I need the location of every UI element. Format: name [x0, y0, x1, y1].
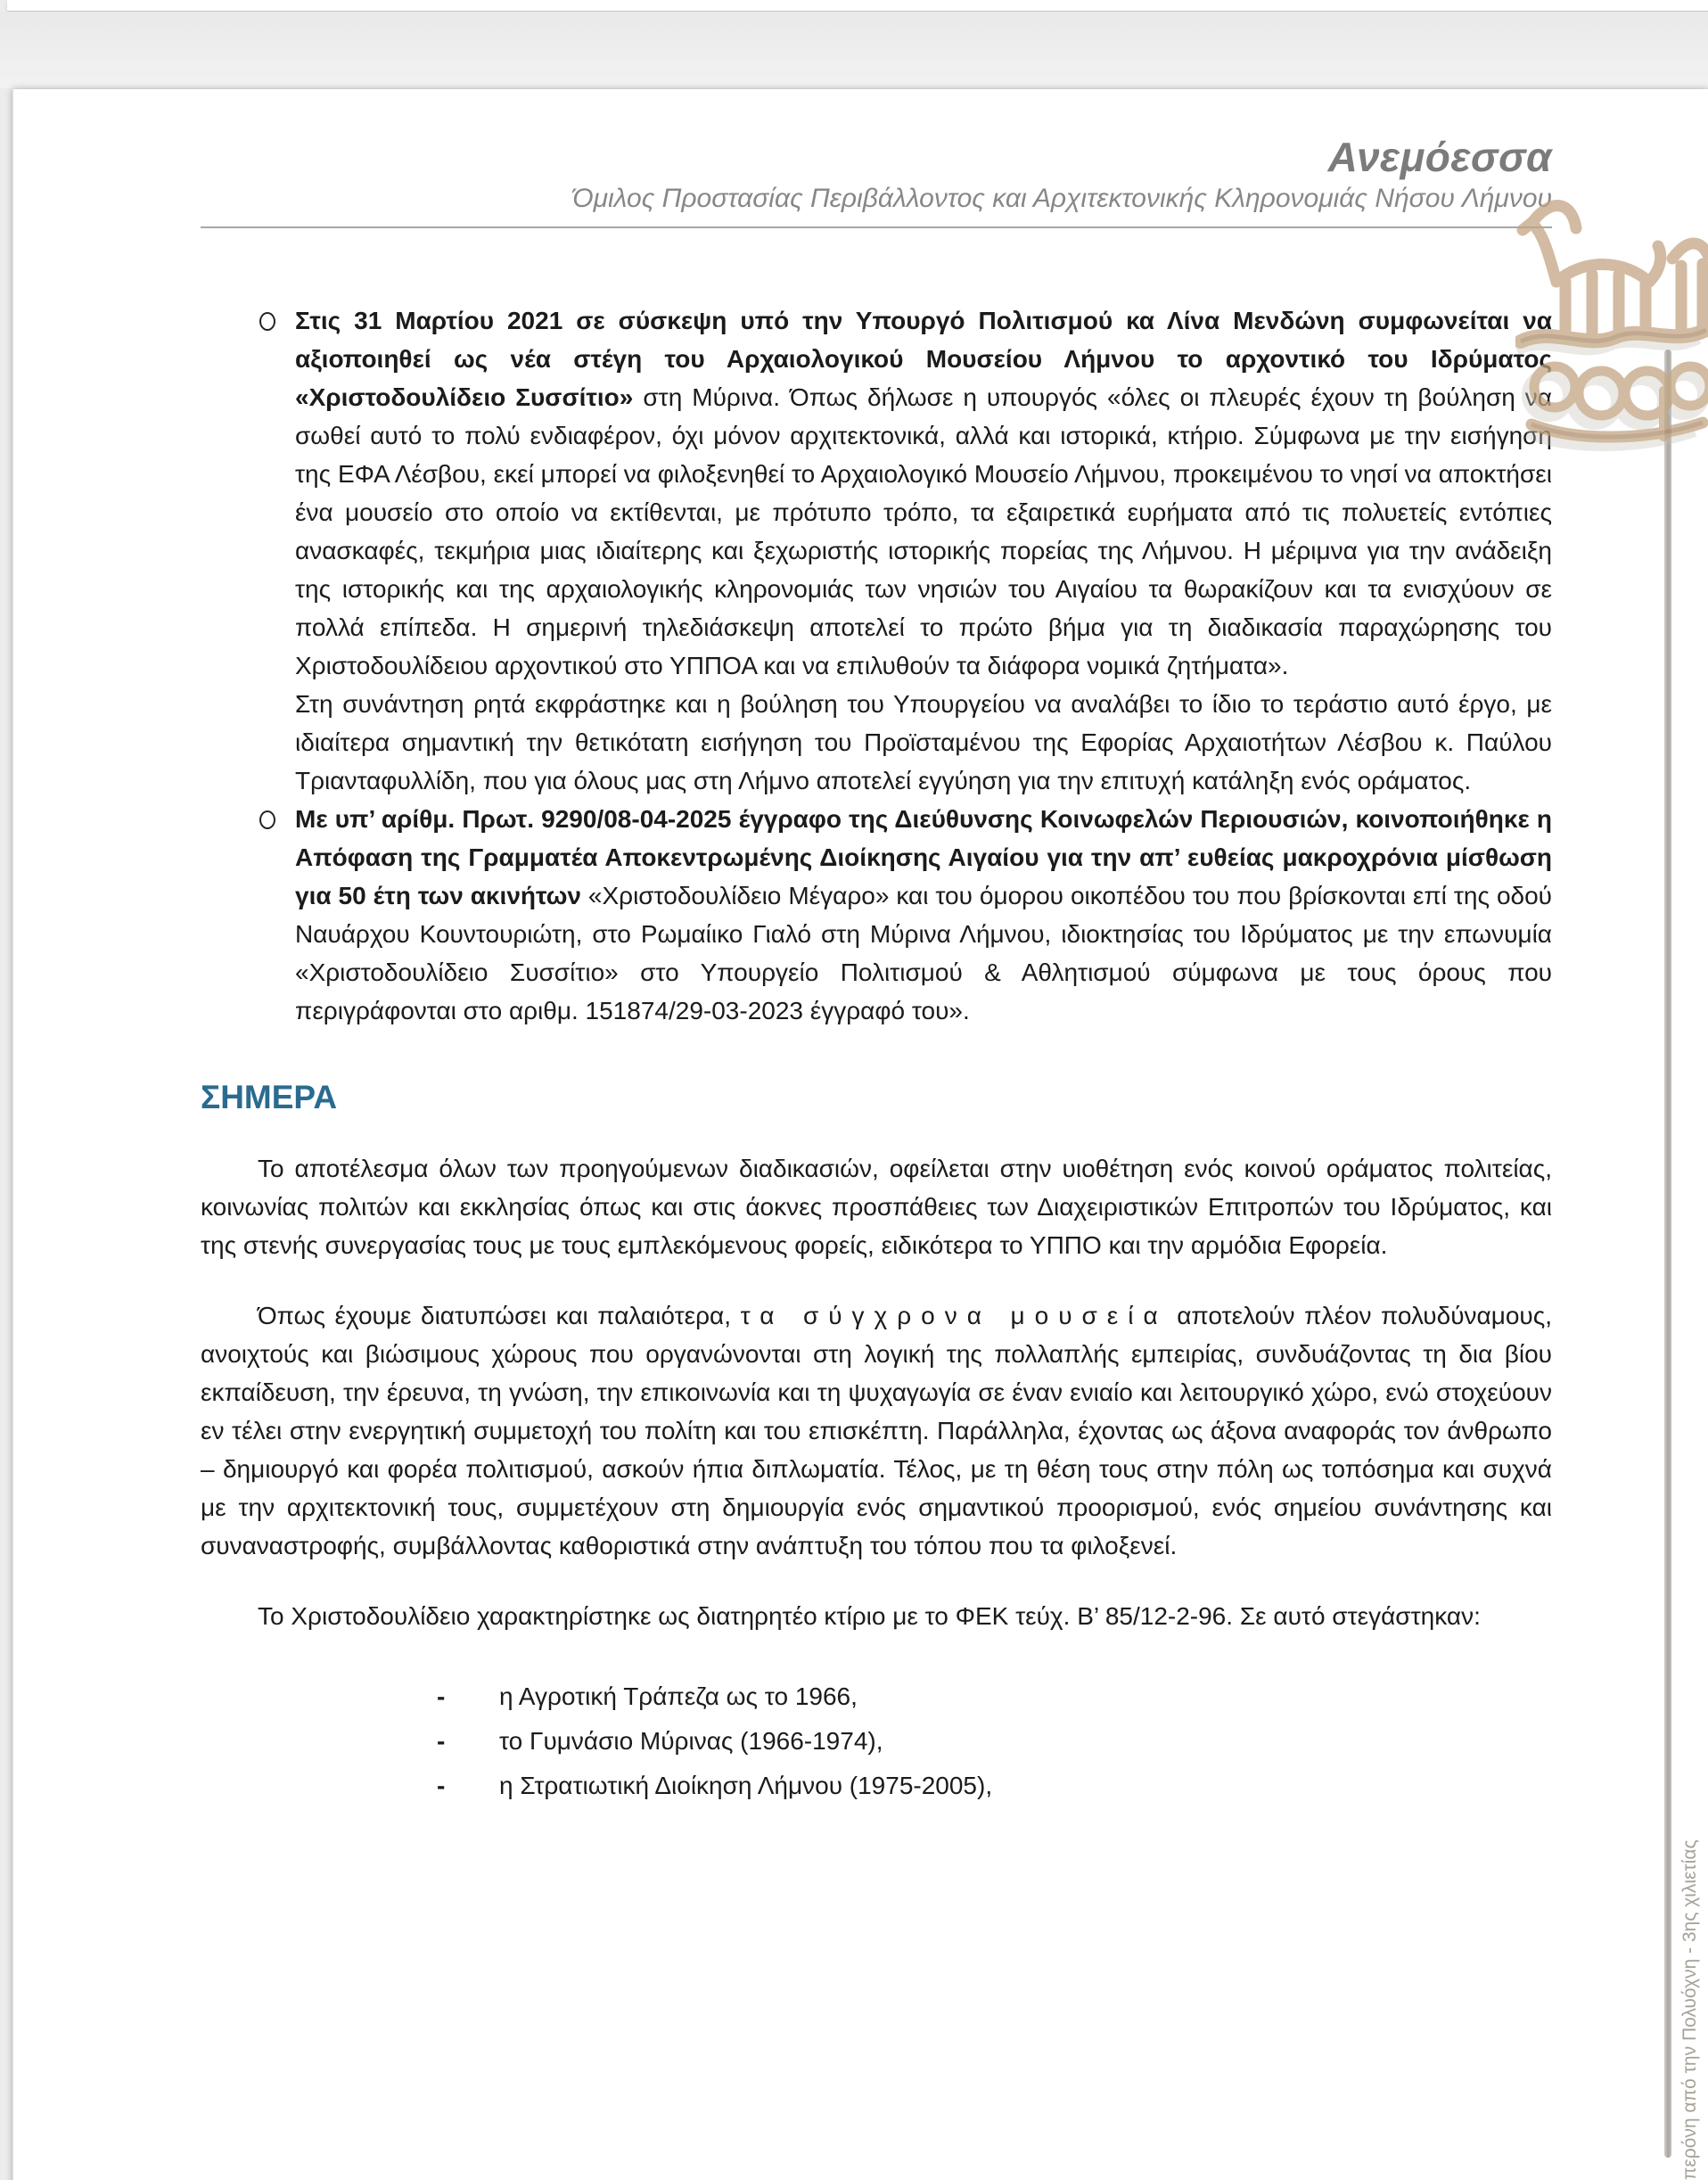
bullet-text — [295, 301, 1552, 800]
paragraph — [201, 1296, 1552, 1565]
page-subtitle: Όμιλος Προστασίας Περιβάλλοντος και Αρχιτεκτονικής Κληρονομιάς Νήσου Λήμνου — [571, 184, 1552, 213]
dash-marker: - — [437, 1682, 446, 1710]
paragraph: Το αποτέλεσμα όλων των προηγούμενων διαδικασιών, οφείλεται στην υιοθέτηση ενός κοινού οράματος πολιτείας, κοινωνίας πολιτών και εκκλησίας όπως και στις άοκνες προσπάθειες των Διαχειριστικών Επιτροπών του Ιδρύματος, και της στενής συνεργασίας τους με τους εμπλεκόμενους φορείς, ειδικότερα το ΥΠΠΟ και την αρμόδια Εφορεία. — [201, 1155, 1552, 1259]
bullet-item — [201, 800, 1552, 1030]
paragraph-rest: αποτελούν πλέον πολυδύναμους, ανοιχτούς και βιώσιμους χώρους που οργανώνονται στη λογική της πολλαπλής εμπειρίας, συνδυάζοντας τη δια βίου εκπαίδευση, την έρευνα, τη γνώση, την επικοινωνία και τη ψυχαγωγία σε έναν ενιαίο και λειτουργικό χώρο, ενώ στοχεύουν εν τέλει στην ενεργητική συμμετοχή του πολίτη και του επισκέπτη. Παράλληλα, έχοντας ως άξονα αναφοράς τον άνθρωπο – δημιουργό και φορέα πολιτισμού, ασκούν ήπια διπλωματία. Τέλος, με τη θέση τους στην πόλη ως τοπόσημα και συχνά με την αρχιτεκτονική τους, συμμετέχουν στη δημιουργία ενός σημαντικού προορισμού, ενός σημείου συνάντησης και συναναστροφής, συμβάλλοντας καθοριστικά στην ανάπτυξη του τόπου που τα φιλοξενεί. — [201, 1302, 1552, 1559]
pin-caption: περόνη από την Πολυόχνη - 3ης χιλιετίας — [1679, 1839, 1700, 2180]
bullet-body: «Χριστοδουλίδειο Μέγαρο» και του όμορου οικοπέδου του που βρίσκονται επί της οδού Ναυάρχου Κουντουριώτη, στο Ρωμαίικο Γιαλό στη Μύρινα Λήμνου, ιδιοκτησίας του Ιδρύματος με την επωνυμία «Χριστοδουλίδειο Συσσίτιο» στο Υπουργείο Πολιτισμού & Αθλητισμού σύμφωνα με τους όρους που περιγράφονται στο αριθμ. 151874/29-03-2023 έγγραφό του». — [295, 882, 1552, 1024]
list-item — [437, 1764, 1552, 1808]
header-divider — [201, 226, 1552, 228]
bullet-list — [201, 301, 1552, 1030]
bullet-bold-lead: Στις 31 Μαρτίου 2021 σε σύσκεψη υπό την Υπουργό Πολιτισμού κα Λίνα Μενδώνη συμφωνείται να αξιοποιηθεί ως νέα στέγη του Αρχαιολογικού Μουσείου Λήμνου το αρχοντικό του Ιδρύματος «Χριστοδουλίδειο Συσσίτιο» — [295, 307, 1552, 411]
pin-stem — [1664, 350, 1671, 2158]
list-item — [437, 1719, 1552, 1764]
dash-marker: - — [437, 1772, 446, 1799]
section-heading: ΣΗΜΕΡΑ — [201, 1079, 338, 1115]
bullet-addendum: Στη συνάντηση ρητά εκφράστηκε και η βούληση του Υπουργείου να αναλάβει το ίδιο το τεράστιο αυτό έργο, με ιδιαίτερα σημαντική την θετικότατη εισήγηση του Προϊσταμένου της Εφορίας Αρχαιοτήτων Λέσβου κ. Παύλου Τριανταφυλλίδη, που για όλους μας στη Λήμνο αποτελεί εγγύηση για την επιτυχή κατάληξη ενός οράματος. — [295, 690, 1552, 794]
previous-page-edge — [7, 0, 1708, 12]
bullet-bold-lead: Με υπ’ αρίθμ. Πρωτ. 9290/08-04-2025 έγγραφο της Διεύθυνσης Κοινωφελών Περιουσιών, κοινοποιήθηκε η Απόφαση της Γραμματέα Αποκεντρωμένης Διοίκησης Αιγαίου για την απ’ ευθείας μακροχρόνια μίσθωση για 50 έτη των ακινήτων — [295, 805, 1552, 909]
emphasized-spaced-phrase: τα σύγχρονα μουσεία — [740, 1302, 1168, 1329]
list-item-text: η Αγροτική Τράπεζα ως το 1966, — [499, 1682, 858, 1710]
page-title: Ανεμόεσσα — [1327, 134, 1552, 180]
bullet-body: στη Μύρινα. Όπως δήλωσε η υπουργός «όλες οι πλευρές έχουν τη βούληση να σωθεί αυτό το πολύ ενδιαφέρον, όχι μόνον αρχιτεκτονικά, αλλά και ιστορικά, κτήριο. Σύμφωνα με την εισήγηση της ΕΦΑ Λέσβου, εκεί μπορεί να φιλοξενηθεί το Αρχαιολογικό Μουσείο Λήμνου, προκειμένου το νησί να αποκτήσει ένα μουσείο στο οποίο να εκτίθενται, με πρότυπο τρόπο, τα εξαιρετικά ευρήματα από τις πολυετείς εντόπιες ανασκαφές, τεκμήρια μιας ιδιαίτερης και ξεχωριστής ιστορικής πορείας της Λήμνου. Η μέριμνα για την ανάδειξη της ιστορικής και της αρχαιολογικής κληρονομιάς των νησιών του Αιγαίου τα θωρακίζουν και τα ενισχύουν σε πολλά επίπεδα. Η σημερινή τηλεδιάσκεψη αποτελεί το πρώτο βήμα για τη διαδικασία παραχώρησης του Χριστοδουλίδειου αρχοντικού στο ΥΠΠΟΑ και να επιλυθούν τα διάφορα νομικά ζητήματα». — [295, 383, 1552, 679]
list-item-text: το Γυμνάσιο Μύρινας (1966-1974), — [499, 1727, 883, 1755]
dash-marker: - — [437, 1727, 446, 1755]
bullet-marker — [201, 800, 295, 1030]
page-gap — [0, 12, 1708, 88]
bullet-text — [295, 800, 1552, 1030]
paragraph-lead: Όπως έχουμε διατυπώσει και παλαιότερα, — [258, 1302, 741, 1329]
bullet-item — [201, 301, 1552, 800]
bullet-marker — [201, 301, 295, 800]
dash-list — [437, 1674, 1552, 1808]
poliochni-pin-icon — [1515, 123, 1708, 506]
bullet-paragraph — [295, 800, 1552, 1030]
bullet-circle-icon — [259, 312, 275, 331]
list-item — [437, 1674, 1552, 1719]
bullet-paragraph — [295, 301, 1552, 685]
page-content — [201, 89, 1552, 1808]
list-item-text: η Στρατιωτική Διοίκηση Λήμνου (1975-2005), — [499, 1772, 993, 1799]
bullet-circle-icon — [259, 810, 275, 829]
paragraph: Το Χριστοδουλίδειο χαρακτηρίστηκε ως διατηρητέο κτίριο με το ΦΕΚ τεύχ. Β’ 85/12-2-96. Σε αυτό στεγάστηκαν: — [258, 1602, 1481, 1630]
document-page — [12, 89, 1708, 2180]
